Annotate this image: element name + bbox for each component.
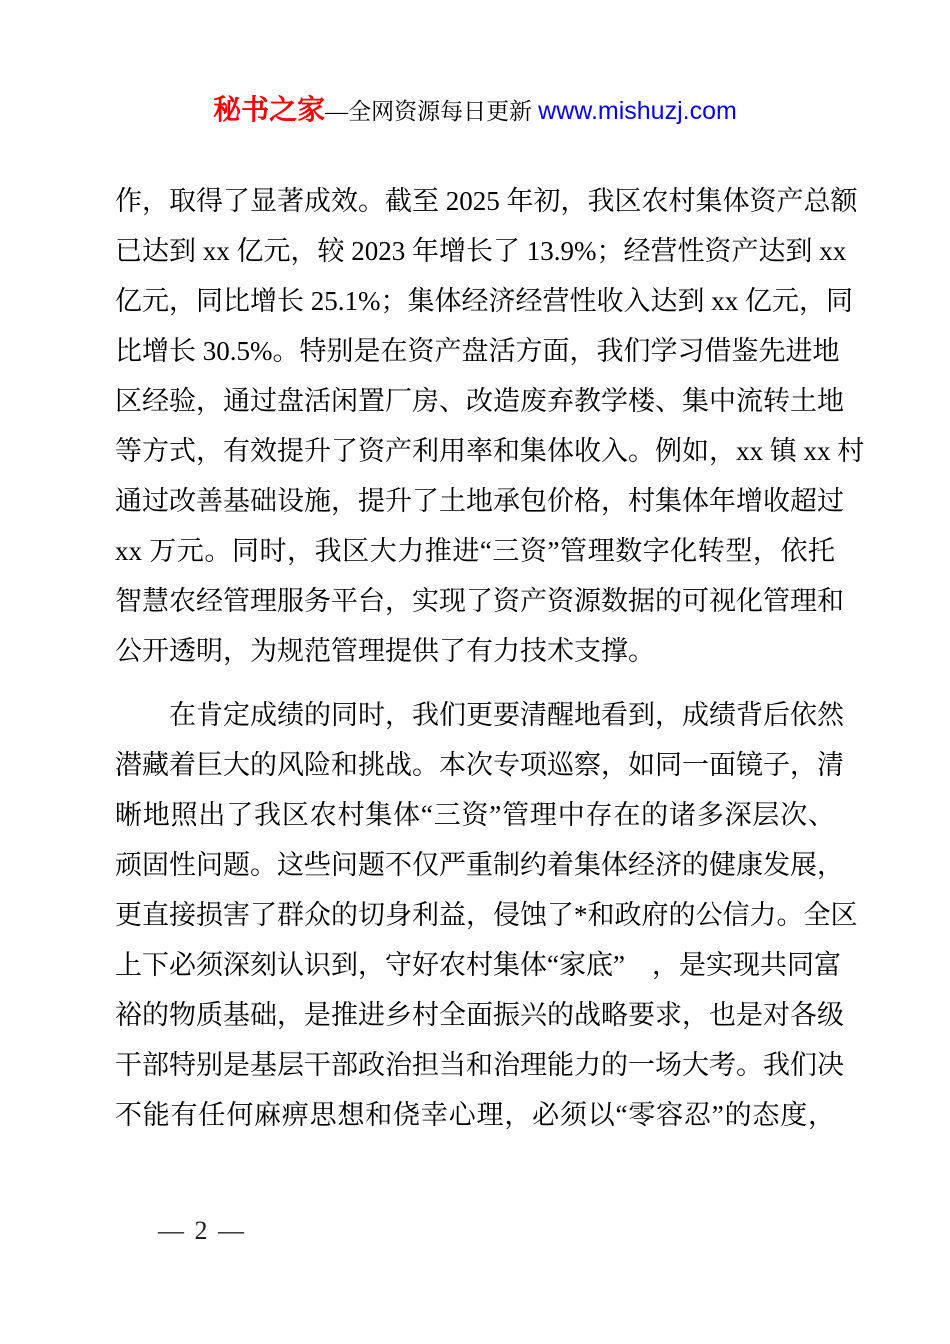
paragraph (115, 176, 865, 676)
text-line: 公开透明，为规范管理提供了有力技术支撑。 (115, 636, 655, 666)
text-line: 亿元，同比增长 25.1%；集体经济经营性收入达到 xx 亿元，同 (115, 286, 853, 316)
page-footer (158, 1216, 246, 1246)
site-header (0, 0, 950, 128)
page-number: — 2 — (158, 1216, 246, 1245)
text-line: 已达到 xx 亿元，较 2023 年增长了 13.9%；经营性资产达到 xx (115, 236, 847, 266)
text-line: 在肯定成绩的同时，我们更要清醒地看到，成绩背后依然 (169, 700, 844, 730)
text-line: 通过改善基础设施，提升了土地承包价格，村集体年增收超过 (115, 486, 844, 516)
text-line: 裕的物质基础，是推进乡村全面振兴的战略要求，也是对各级 (115, 1000, 844, 1030)
site-brand: 秘书之家 (213, 95, 326, 126)
site-tagline: —全网资源每日更新 (325, 99, 533, 124)
text-line: 区经验，通过盘活闲置厂房、改造废弃教学楼、集中流转土地 (115, 386, 844, 416)
text-line: 作，取得了显著成效。截至 2025 年初，我区农村集体资产总额 (115, 186, 858, 216)
text-line: 干部特别是基层干部政治担当和治理能力的一场大考。我们决 (115, 1050, 844, 1080)
text-line: 等方式，有效提升了资产利用率和集体收入。例如，xx 镇 xx 村 (115, 436, 865, 466)
text-line: 顽固性问题。这些问题不仅严重制约着集体经济的健康发展， (115, 850, 844, 880)
text-line: 比增长 30.5%。特别是在资产盘活方面，我们学习借鉴先进地 (115, 336, 840, 366)
paragraph (115, 690, 858, 1140)
site-url[interactable]: www.mishuzj.com (538, 97, 737, 125)
text-line: 晰地照出了我区农村集体“三资”管理中存在的诸多深层次、 (115, 800, 835, 830)
document-body (115, 176, 865, 1140)
text-line: xx 万元。同时，我区大力推进“三资”管理数字化转型，依托 (115, 536, 835, 566)
text-line: 智慧农经管理服务平台，实现了资产资源数据的可视化管理和 (115, 586, 844, 616)
text-line: 潜藏着巨大的风险和挑战。本次专项巡察，如同一面镜子，清 (115, 750, 844, 780)
text-line: 不能有任何麻痹思想和侥幸心理，必须以“零容忍”的态度， (115, 1100, 835, 1130)
text-line: 更直接损害了群众的切身利益，侵蚀了*和政府的公信力。全区 (115, 900, 858, 930)
text-line: 上下必须深刻认识到，守好农村集体“家底” ，是实现共同富 (115, 950, 841, 980)
